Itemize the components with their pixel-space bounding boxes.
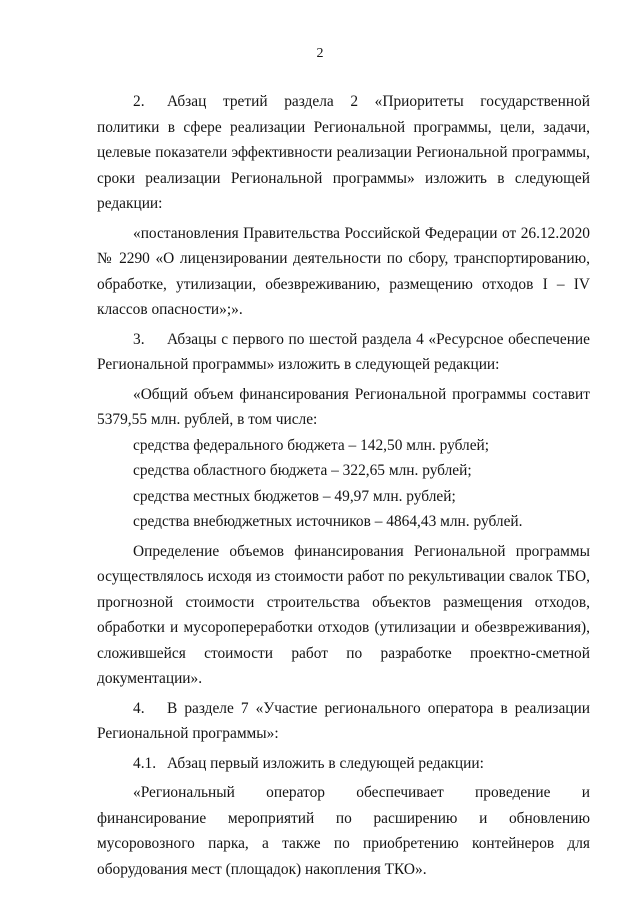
funding-federal bbox=[97, 433, 590, 459]
funding-extrabudgetary bbox=[97, 509, 590, 535]
item-number: 3. bbox=[133, 330, 145, 348]
funding-local bbox=[97, 484, 590, 510]
paragraph-item-4 bbox=[97, 696, 590, 747]
paragraph-item-3 bbox=[97, 327, 590, 378]
paragraph-text: средства внебюджетных источников – 4864,43 млн. рублей. bbox=[133, 513, 523, 530]
quoted-amendment bbox=[97, 221, 590, 323]
funding-determination bbox=[97, 539, 590, 692]
funding-regional bbox=[97, 458, 590, 484]
paragraph-text: В разделе 7 «Участие регионального оператора в реализации Региональной программы»: bbox=[97, 699, 590, 742]
paragraph-text: средства областного бюджета – 322,65 млн. рублей; bbox=[133, 462, 472, 479]
paragraph-item-2 bbox=[97, 89, 590, 217]
regional-operator-amendment bbox=[97, 780, 590, 882]
document-body bbox=[97, 89, 590, 882]
paragraph-text: «постановления Правительства Российской Федерации от 26.12.2020 № 2290 «О лицензировании деятельности по сбору, транспортированию, обработке, утилизации, обезвреживанию, размещению отходов I – IV классов опасности»;». bbox=[97, 224, 590, 318]
paragraph-text: средства федерального бюджета – 142,50 млн. рублей; bbox=[133, 436, 490, 454]
item-number: 4.1. bbox=[133, 754, 157, 772]
paragraph-text: «Общий объем финансирования Региональной программы составит 5379,55 млн. рублей, в том числе: bbox=[97, 385, 590, 428]
page-number: 2 bbox=[316, 46, 324, 61]
funding-total bbox=[97, 382, 590, 433]
paragraph-text: «Региональный оператор обеспечивает проведение и финансирование мероприятий по расширению и обновлению мусоровозного парка, а также по приобретению контейнеров для оборудования мест (площадок) накопления ТКО». bbox=[97, 784, 590, 878]
paragraph-text: Определение объемов финансирования Региональной программы осуществлялось исходя из стоимости работ по рекультивации свалок ТБО, прогнозной стоимости строительства объектов размещения отходов, обработки и мусоропереработки отходов (утилизации и обезвреживания), сложившейся стоимости работ по разработке проектно-сметной документации». bbox=[97, 542, 590, 687]
item-number: 4. bbox=[133, 699, 145, 717]
paragraph-text: Абзацы с первого по шестой раздела 4 «Ресурсное обеспечение Региональной программы» изложить в следующей редакции: bbox=[97, 330, 590, 373]
paragraph-text: Абзац первый изложить в следующей редакции: bbox=[167, 754, 484, 772]
paragraph-text: средства местных бюджетов – 49,97 млн. рублей; bbox=[133, 487, 456, 505]
paragraph-text: Абзац третий раздела 2 «Приоритеты государственной политики в сфере реализации Региональной программы, цели, задачи, целевые показатели эффективности реализации Региональной программы, сроки реализации Региональной программы» изложить в следующей редакции: bbox=[97, 93, 590, 212]
paragraph-item-4-1 bbox=[97, 751, 590, 777]
item-number: 2. bbox=[133, 93, 145, 110]
